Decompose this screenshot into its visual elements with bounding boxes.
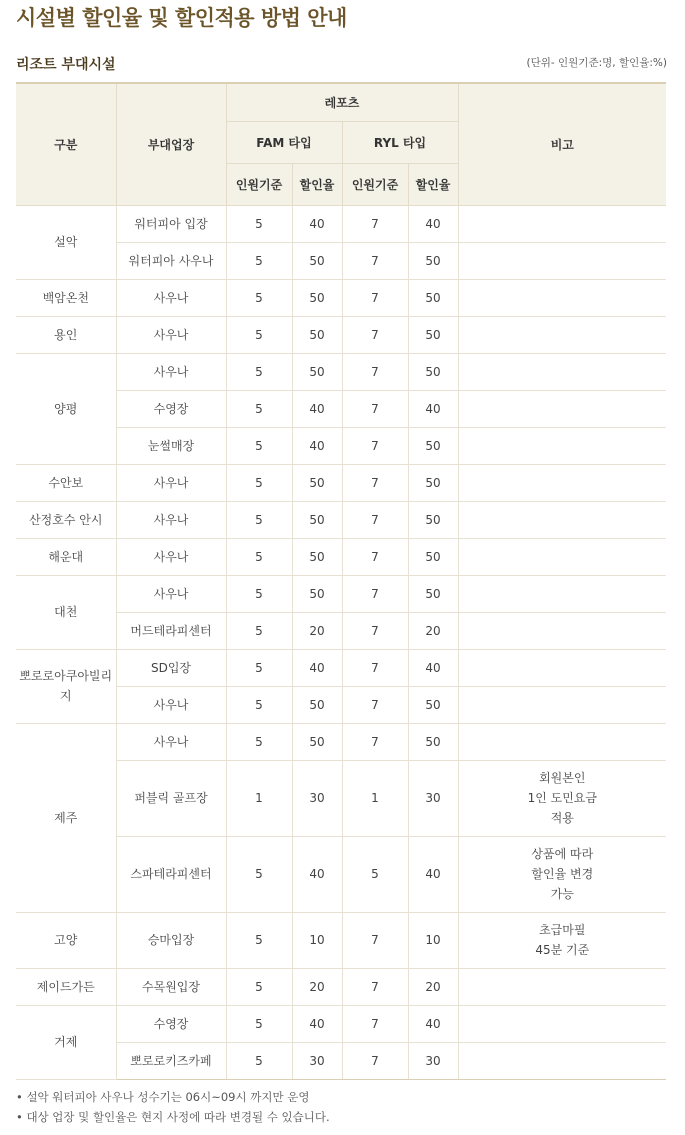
ryl-rate-cell: 50 (408, 538, 458, 575)
ryl-people-cell: 7 (342, 1005, 408, 1042)
group-cell: 제이드가든 (16, 968, 116, 1005)
facility-cell: 사우나 (116, 501, 226, 538)
fam-rate-cell: 40 (292, 836, 342, 912)
header-leports: 레포츠 (226, 83, 458, 121)
remark-line: 할인율 변경 (531, 867, 594, 881)
facility-cell: 워터피아 사우나 (116, 242, 226, 279)
ryl-people-cell: 7 (342, 279, 408, 316)
table-row (16, 723, 666, 760)
ryl-people-cell: 7 (342, 575, 408, 612)
remark-cell (458, 575, 666, 612)
facility-cell: 스파테라피센터 (116, 836, 226, 912)
fam-rate-cell: 50 (292, 279, 342, 316)
table-row (16, 353, 666, 390)
fam-rate-cell: 40 (292, 205, 342, 242)
fam-rate-cell: 40 (292, 390, 342, 427)
fam-people-cell: 5 (226, 205, 292, 242)
fam-people-cell: 5 (226, 575, 292, 612)
group-cell: 제주 (16, 723, 116, 912)
facility-cell: 수목원입장 (116, 968, 226, 1005)
group-cell: 해운대 (16, 538, 116, 575)
fam-people-cell: 5 (226, 353, 292, 390)
ryl-people-cell: 7 (342, 686, 408, 723)
unit-note: (단위- 인원기준:명, 할인율:%) (526, 57, 667, 69)
facility-cell: 사우나 (116, 353, 226, 390)
ryl-rate-cell: 50 (408, 723, 458, 760)
facility-cell: 수영장 (116, 390, 226, 427)
ryl-people-cell: 7 (342, 968, 408, 1005)
fam-rate-cell: 50 (292, 501, 342, 538)
facility-cell: 사우나 (116, 316, 226, 353)
ryl-rate-cell: 50 (408, 575, 458, 612)
remark-cell (458, 723, 666, 760)
remark-line: 1인 도민요금 (527, 791, 597, 805)
fam-people-cell: 5 (226, 538, 292, 575)
ryl-people-cell: 7 (342, 316, 408, 353)
fam-people-cell: 5 (226, 968, 292, 1005)
group-cell: 거제 (16, 1005, 116, 1079)
facility-cell: 사우나 (116, 686, 226, 723)
ryl-rate-cell: 50 (408, 316, 458, 353)
table-body (16, 205, 666, 1079)
fam-rate-cell: 50 (292, 723, 342, 760)
ryl-people-cell: 7 (342, 501, 408, 538)
footnotes (16, 1087, 330, 1127)
fam-rate-cell: 50 (292, 464, 342, 501)
ryl-rate-cell: 50 (408, 464, 458, 501)
discount-table (16, 82, 666, 1080)
footnote: • 대상 업장 및 할인율은 현지 사정에 따라 변경될 수 있습니다. (16, 1110, 330, 1124)
facility-cell: 퍼블릭 골프장 (116, 760, 226, 836)
facility-cell: 눈썰매장 (116, 427, 226, 464)
header-ryl-type: RYL 타입 (342, 121, 458, 163)
fam-rate-cell: 30 (292, 760, 342, 836)
fam-rate-cell: 20 (292, 612, 342, 649)
ryl-people-cell: 7 (342, 912, 408, 968)
fam-rate-cell: 20 (292, 968, 342, 1005)
remark-cell (458, 836, 666, 912)
ryl-rate-cell: 50 (408, 501, 458, 538)
fam-people-cell: 1 (226, 760, 292, 836)
facility-cell: 사우나 (116, 575, 226, 612)
ryl-rate-cell: 40 (408, 205, 458, 242)
remark-cell (458, 279, 666, 316)
remark-cell (458, 353, 666, 390)
group-cell: 용인 (16, 316, 116, 353)
table-row (16, 501, 666, 538)
ryl-people-cell: 7 (342, 1042, 408, 1079)
fam-people-cell: 5 (226, 912, 292, 968)
remark-line: 가능 (550, 887, 574, 901)
facility-cell: SD입장 (116, 649, 226, 686)
remark-cell (458, 538, 666, 575)
table-row (16, 912, 666, 968)
group-cell: 뽀로로아쿠아빌리지 (16, 649, 116, 723)
table-row (16, 538, 666, 575)
ryl-rate-cell: 50 (408, 427, 458, 464)
ryl-people-cell: 7 (342, 723, 408, 760)
fam-people-cell: 5 (226, 279, 292, 316)
remark-cell (458, 501, 666, 538)
group-cell: 고양 (16, 912, 116, 968)
group-cell: 설악 (16, 205, 116, 279)
facility-cell: 사우나 (116, 723, 226, 760)
ryl-rate-cell: 40 (408, 1005, 458, 1042)
remark-cell (458, 1005, 666, 1042)
ryl-people-cell: 7 (342, 205, 408, 242)
table-row (16, 1005, 666, 1042)
fam-rate-cell: 30 (292, 1042, 342, 1079)
remark-cell (458, 316, 666, 353)
fam-rate-cell: 50 (292, 242, 342, 279)
table-row (16, 649, 666, 686)
facility-cell: 뽀로로키즈카페 (116, 1042, 226, 1079)
ryl-people-cell: 7 (342, 242, 408, 279)
facility-cell: 승마입장 (116, 912, 226, 968)
table-row (16, 575, 666, 612)
header-remark: 비고 (458, 83, 666, 205)
ryl-rate-cell: 40 (408, 390, 458, 427)
table-row (16, 464, 666, 501)
table-row (16, 205, 666, 242)
remark-cell (458, 390, 666, 427)
group-cell: 대천 (16, 575, 116, 649)
header-fam-rate: 할인율 (292, 163, 342, 205)
fam-rate-cell: 50 (292, 538, 342, 575)
remark-cell (458, 242, 666, 279)
fam-people-cell: 5 (226, 316, 292, 353)
fam-rate-cell: 50 (292, 686, 342, 723)
remark-cell (458, 612, 666, 649)
remark-cell (458, 464, 666, 501)
ryl-rate-cell: 30 (408, 1042, 458, 1079)
footnote: • 설악 워터피아 사우나 성수기는 06시~09시 까지만 운영 (16, 1090, 310, 1104)
remark-cell (458, 427, 666, 464)
fam-people-cell: 5 (226, 723, 292, 760)
ryl-rate-cell: 10 (408, 912, 458, 968)
facility-cell: 수영장 (116, 1005, 226, 1042)
ryl-people-cell: 5 (342, 836, 408, 912)
table-row (16, 968, 666, 1005)
remark-cell (458, 649, 666, 686)
table-row (16, 316, 666, 353)
ryl-people-cell: 7 (342, 390, 408, 427)
ryl-rate-cell: 20 (408, 612, 458, 649)
remark-cell (458, 205, 666, 242)
facility-cell: 사우나 (116, 279, 226, 316)
remark-cell (458, 912, 666, 968)
facility-cell: 머드테라피센터 (116, 612, 226, 649)
ryl-rate-cell: 40 (408, 649, 458, 686)
header-ryl-people: 인원기준 (342, 163, 408, 205)
ryl-people-cell: 7 (342, 427, 408, 464)
ryl-rate-cell: 50 (408, 242, 458, 279)
remark-line: 상품에 따라 (531, 847, 594, 861)
remark-line: 적용 (550, 811, 574, 825)
ryl-rate-cell: 30 (408, 760, 458, 836)
fam-rate-cell: 50 (292, 316, 342, 353)
header-fam-type: FAM 타입 (226, 121, 342, 163)
remark-line: 초급마필 (539, 923, 586, 937)
header-group: 구분 (16, 83, 116, 205)
group-cell: 산정호수 안시 (16, 501, 116, 538)
table-row (16, 279, 666, 316)
remark-cell (458, 686, 666, 723)
fam-people-cell: 5 (226, 649, 292, 686)
section-title: 리조트 부대시설 (16, 57, 116, 73)
fam-rate-cell: 10 (292, 912, 342, 968)
header-fam-people: 인원기준 (226, 163, 292, 205)
fam-rate-cell: 50 (292, 575, 342, 612)
fam-rate-cell: 40 (292, 1005, 342, 1042)
ryl-rate-cell: 50 (408, 686, 458, 723)
facility-cell: 사우나 (116, 538, 226, 575)
fam-people-cell: 5 (226, 612, 292, 649)
header-facility: 부대업장 (116, 83, 226, 205)
fam-people-cell: 5 (226, 242, 292, 279)
ryl-people-cell: 7 (342, 538, 408, 575)
remark-cell (458, 760, 666, 836)
remark-cell (458, 1042, 666, 1079)
fam-people-cell: 5 (226, 836, 292, 912)
page-title: 시설별 할인율 및 할인적용 방법 안내 (16, 6, 347, 30)
remark-line: 45분 기준 (535, 943, 590, 957)
ryl-rate-cell: 20 (408, 968, 458, 1005)
fam-rate-cell: 40 (292, 649, 342, 686)
fam-people-cell: 5 (226, 1042, 292, 1079)
remark-cell (458, 968, 666, 1005)
fam-rate-cell: 50 (292, 353, 342, 390)
ryl-people-cell: 7 (342, 464, 408, 501)
fam-people-cell: 5 (226, 1005, 292, 1042)
ryl-rate-cell: 50 (408, 279, 458, 316)
remark-line: 회원본인 (539, 771, 586, 785)
fam-people-cell: 5 (226, 464, 292, 501)
fam-people-cell: 5 (226, 427, 292, 464)
ryl-people-cell: 7 (342, 649, 408, 686)
table-header (16, 83, 666, 205)
fam-people-cell: 5 (226, 686, 292, 723)
header-ryl-rate: 할인율 (408, 163, 458, 205)
facility-cell: 워터피아 입장 (116, 205, 226, 242)
ryl-rate-cell: 50 (408, 353, 458, 390)
ryl-people-cell: 1 (342, 760, 408, 836)
group-cell: 백암온천 (16, 279, 116, 316)
ryl-people-cell: 7 (342, 612, 408, 649)
facility-cell: 사우나 (116, 464, 226, 501)
ryl-rate-cell: 40 (408, 836, 458, 912)
ryl-people-cell: 7 (342, 353, 408, 390)
group-cell: 양평 (16, 353, 116, 464)
group-cell: 수안보 (16, 464, 116, 501)
fam-rate-cell: 40 (292, 427, 342, 464)
fam-people-cell: 5 (226, 390, 292, 427)
fam-people-cell: 5 (226, 501, 292, 538)
